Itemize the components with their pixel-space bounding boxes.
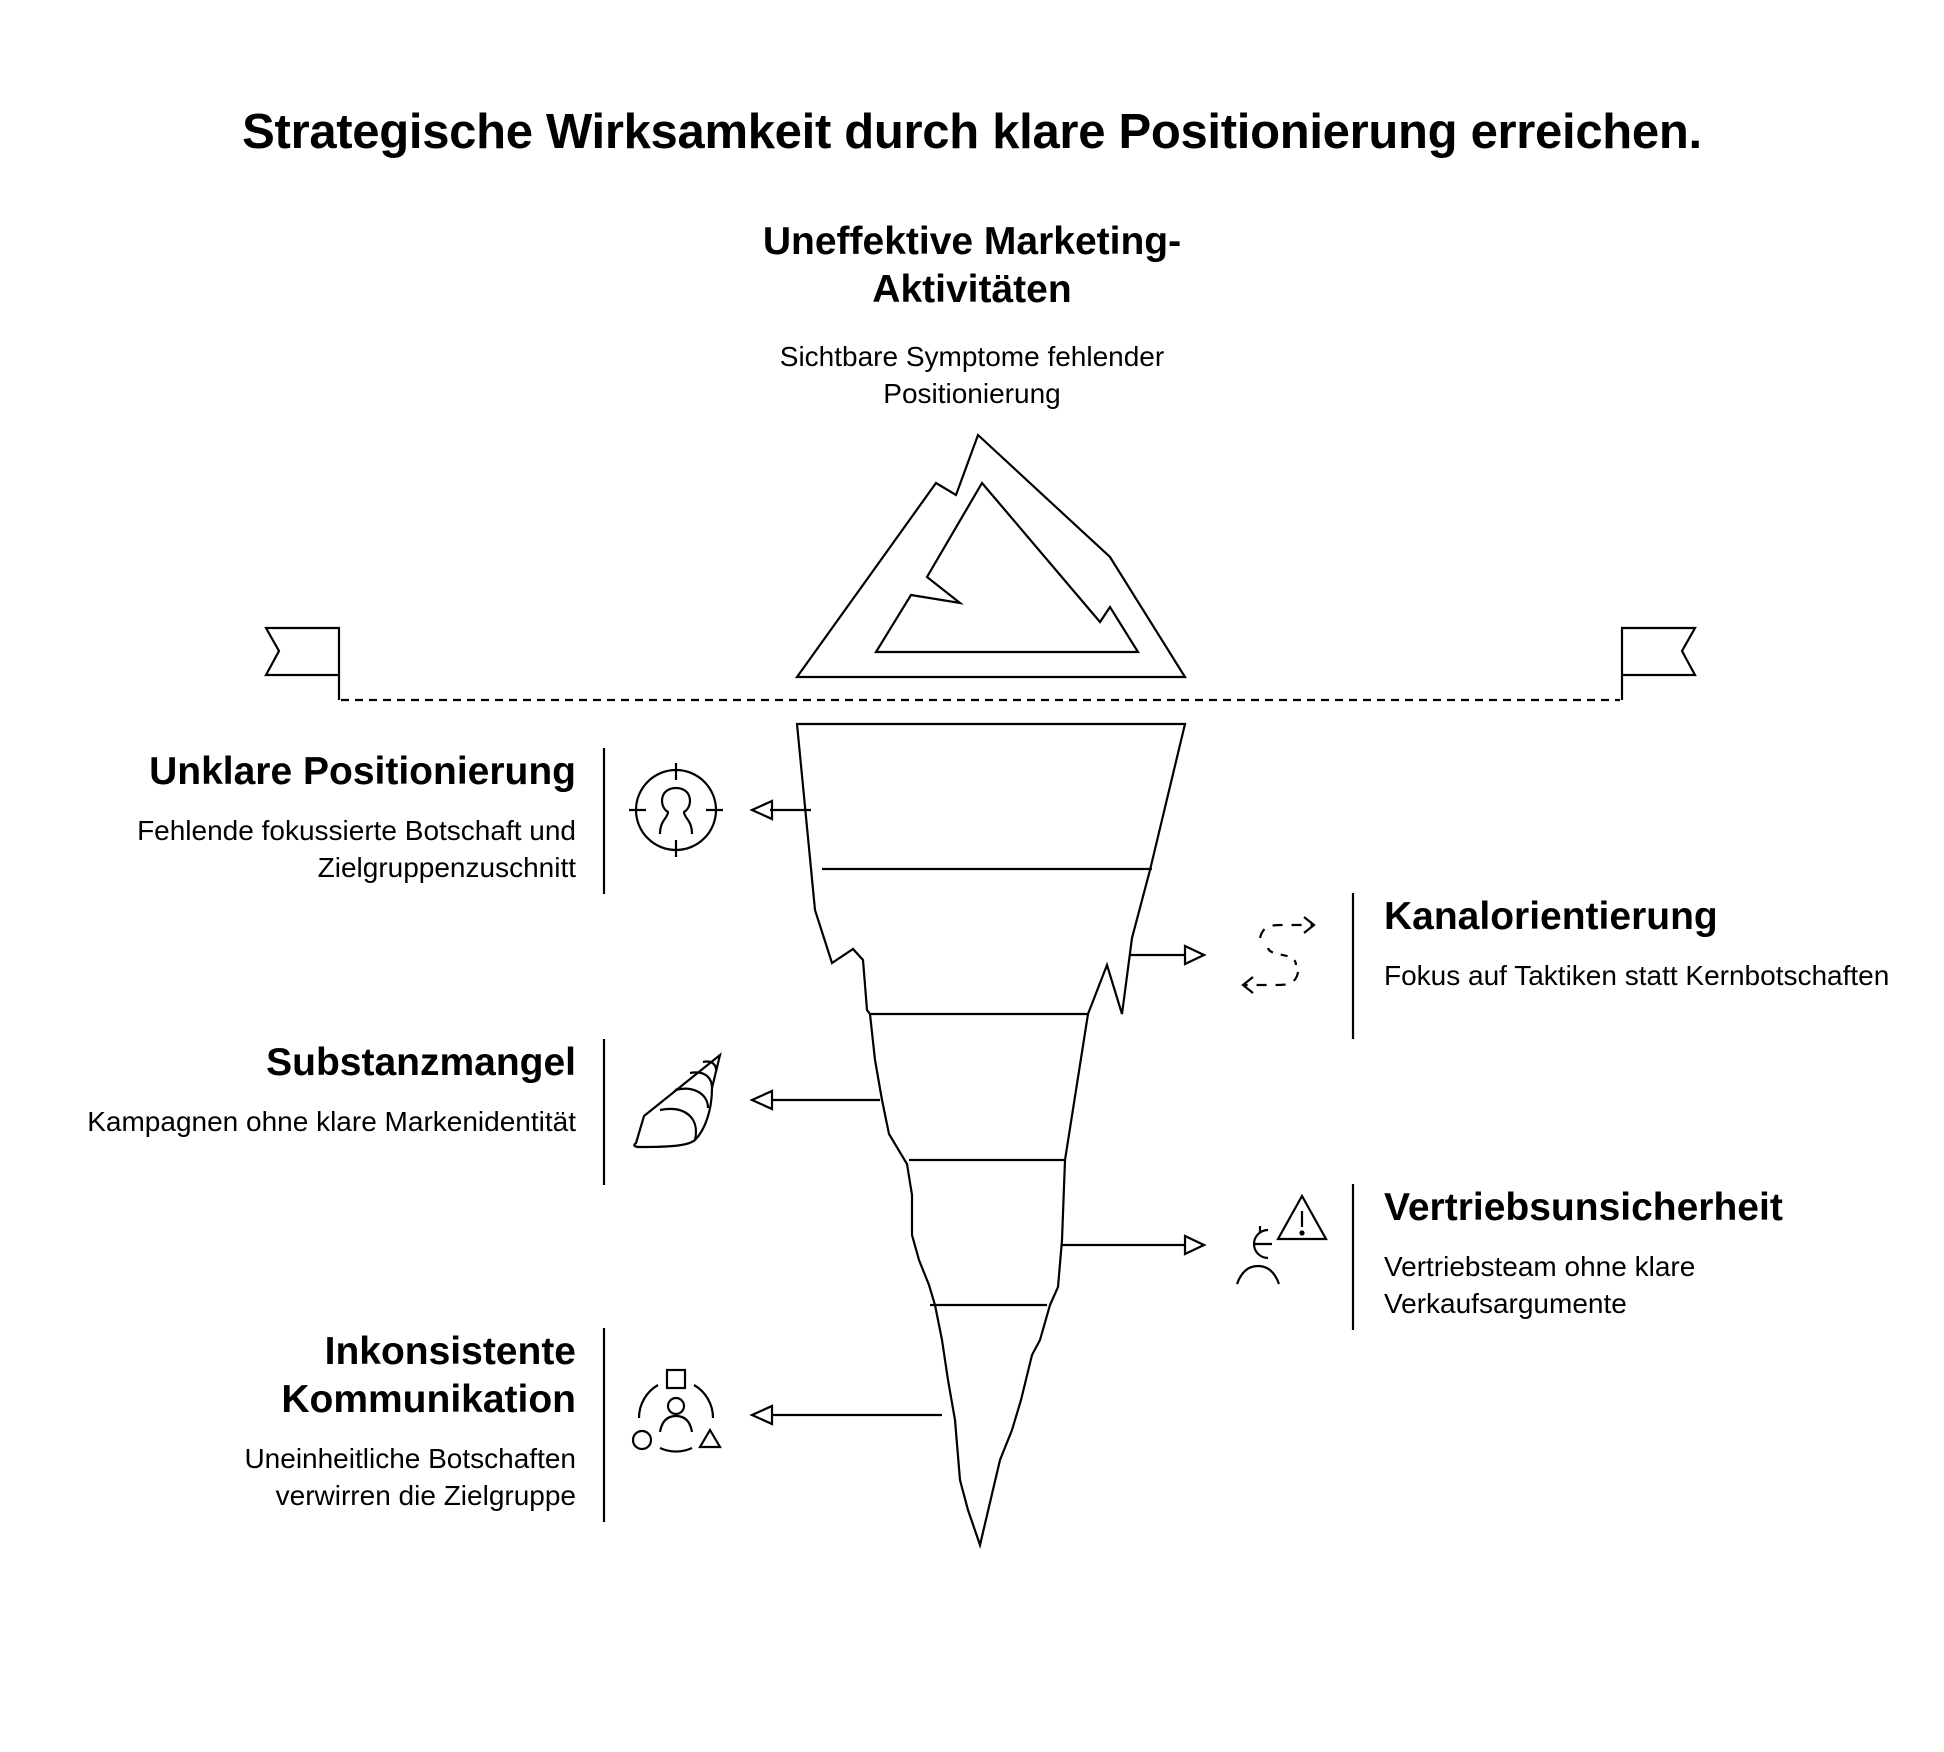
scattered-shapes-person-icon — [633, 1370, 720, 1452]
iceberg-body-outline — [797, 724, 1185, 1545]
layer-description: Fokus auf Taktiken statt Kernbotschaften — [1384, 960, 1890, 991]
arrow-head-right — [1185, 946, 1204, 964]
arrow-head-left — [752, 801, 772, 819]
empty-shell-icon — [634, 1055, 720, 1147]
layer-heading: Substanzmangel — [266, 1041, 576, 1084]
layer-description: Kampagnen ohne klare Markenidentität — [87, 1106, 576, 1137]
iceberg-tip-description: Sichtbare Symptome fehlender Positionierung — [779, 341, 1165, 409]
arrow-head-left — [752, 1091, 772, 1109]
right-flag-icon — [1622, 628, 1695, 700]
iceberg-tip-outline — [797, 435, 1185, 677]
layer-arrows — [752, 801, 1204, 1424]
layer-heading: Unklare Positionierung — [149, 750, 576, 793]
uncertain-salesperson-icon — [1237, 1196, 1326, 1284]
layer-heading: Vertriebsunsicherheit — [1384, 1186, 1783, 1229]
layer-description: Vertriebsteam ohne klare Verkaufsargumente — [1384, 1251, 1696, 1319]
layer-heading: Inkonsistente Kommunikation — [281, 1330, 576, 1421]
layer-description: Fehlende fokussierte Botschaft und Zielgruppenzuschnitt — [137, 815, 576, 883]
left-flag-icon — [266, 628, 339, 700]
arrow-head-left — [752, 1406, 772, 1424]
iceberg-tip — [797, 435, 1185, 677]
iceberg-submerged — [797, 724, 1185, 1545]
label-separators — [604, 748, 1353, 1522]
diagram-title: Strategische Wirksamkeit durch klare Positionierung erreichen. — [242, 105, 1702, 159]
waterline — [266, 628, 1695, 700]
dashed-route-arrows-icon — [1243, 917, 1314, 993]
arrow-head-right — [1185, 1236, 1204, 1254]
target-person-icon — [629, 763, 723, 857]
iceberg-tip-inner-outline — [876, 483, 1138, 652]
layer-heading: Kanalorientierung — [1384, 895, 1718, 938]
layer-description: Uneinheitliche Botschaften verwirren die Zielgruppe — [244, 1443, 576, 1511]
iceberg-tip-heading: Uneffektive Marketing-Aktivitäten — [762, 220, 1182, 311]
